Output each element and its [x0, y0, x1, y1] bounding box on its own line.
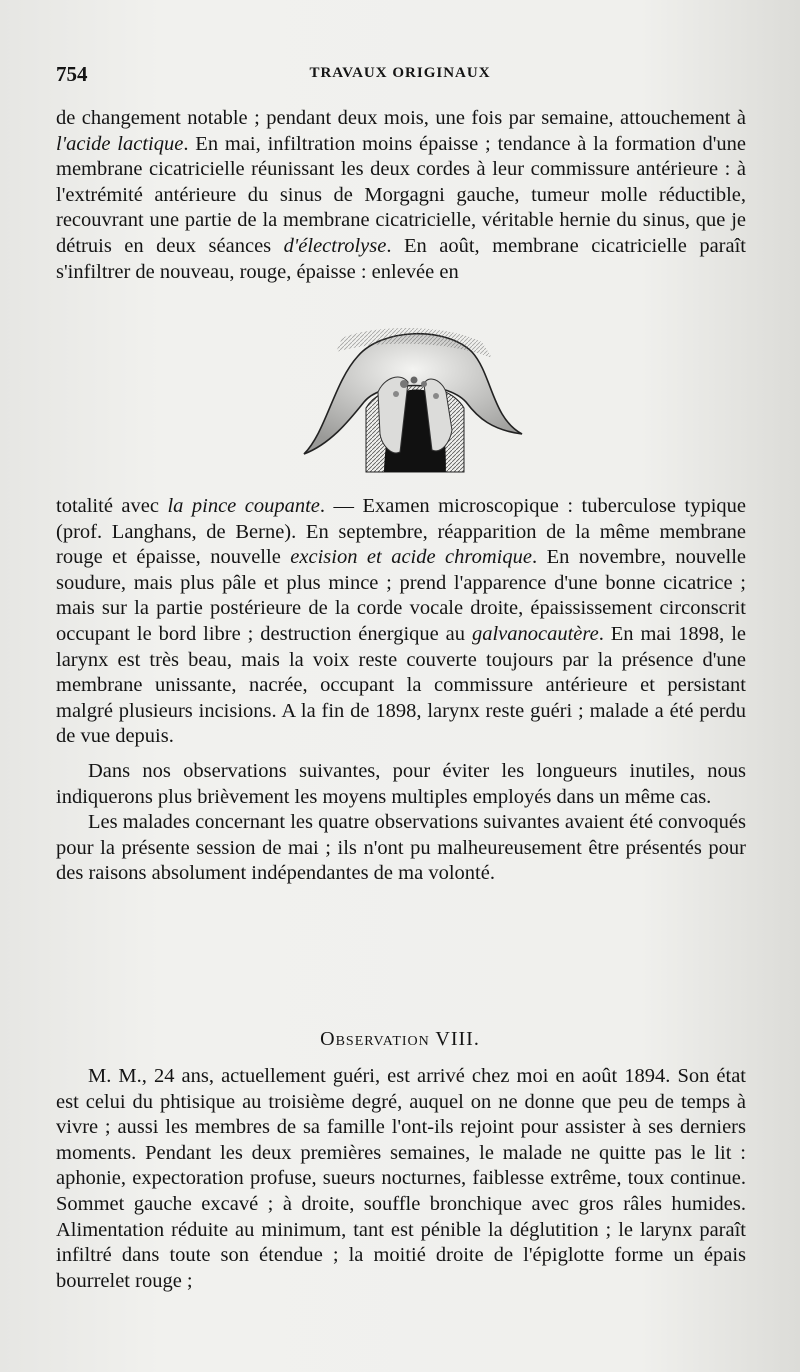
text-run: . En mai, infiltration moins épaisse ; tendance à la formation d'une membrane cicatricielle réunissant les deux cordes à leur commissure antérieure : à l'extrémité antérieure du sinus de Morgagni gauche, tumeur molle réductible, recouvrant une partie de la membrane cicatricielle, véritable hernie du sinus, que je détruis en deux séances [56, 132, 746, 257]
text-block-top [56, 106, 746, 285]
paragraph-case-continuation [56, 106, 746, 285]
text-run: . En novembre, nouvelle soudure, mais plus pâle et plus mince ; prend l'apparence d'une bonne cicatrice ; mais sur la partie postérieure de la corde vocale droite, épaississement circonscrit occupant le bord libre ; destruction énergique au [56, 546, 746, 645]
paragraph-observation-viii: M. M., 24 ans, actuellement guéri, est arrivé chez moi en août 1894. Son état est celui du phtisique au troisième degré, auquel on ne donne que peu de temps à vivre ; aussi les membres de sa famille l'ont-ils rejoint pour assister à ses derniers moments. Pendant les deux premières semaines, le malade ne quitte pas le lit : aphonie, expectoration profuse, sueurs nocturnes, faiblesse extrême, toux continue. Sommet gauche excavé ; à droite, souffle bronchique avec gros râles humides. Alimentation réduite au minimum, tant est pénible la déglutition ; le larynx paraît infiltré dans toute son étendue ; la moitié droite de l'épiglotte forme un épais bourrelet rouge ; [56, 1065, 746, 1292]
text-run: . — Examen microscopique : tuberculose typique (prof. Langhans, de Berne). En septembre, réapparition de la même membrane rouge et épaisse, nouvelle [56, 495, 747, 569]
observation-heading [0, 1028, 800, 1051]
text-run: totalité avec [56, 495, 168, 517]
text-run: de changement notable ; pendant deux mois, une fois par semaine, attouchement à [56, 107, 746, 129]
text-block-bottom [56, 1064, 746, 1294]
observation-heading-prefix: Observation [320, 1028, 430, 1050]
observation-heading-number: VIII. [435, 1028, 480, 1050]
paragraph-method-note: Dans nos observations suivantes, pour éviter les longueurs inutiles, nous indiquerons plus brièvement les moyens multiples employés dans un même cas. [56, 759, 746, 808]
page-number: 754 [56, 62, 88, 86]
italic-term: l'acide lactique [56, 132, 184, 155]
paragraph-patients-note: Les malades concernant les quatre observations suivantes avaient été convoqués pour la présente session de mai ; ils n'ont pu malheureusement être présentés pour des raisons absolument indépendantes de ma volonté. [56, 811, 746, 885]
paragraph-case-outcome [56, 494, 746, 750]
italic-term: galvanocautère [471, 622, 599, 645]
running-title: TRAVAUX ORIGINAUX [309, 65, 491, 81]
running-head [56, 62, 744, 86]
italic-term: excision et acide chromique [290, 546, 532, 569]
text-block-middle [56, 494, 746, 887]
text-run: . En mai 1898, le larynx est très beau, mais la voix reste couverte toujours par la présence d'une membrane unissante, nacrée, occupant la commissure antérieure et persistant malgré plusieurs incisions. A la fin de 1898, larynx reste guéri ; malade a été perdu de vue depuis. [56, 622, 746, 748]
text-run: . En août, membrane cicatricielle paraît s'infiltrer de nouveau, rouge, épaisse : enlevée en [56, 234, 746, 283]
italic-term: d'électrolyse [283, 234, 387, 257]
italic-term: la pince coupante [167, 495, 320, 517]
larynx-illustration [296, 322, 526, 484]
